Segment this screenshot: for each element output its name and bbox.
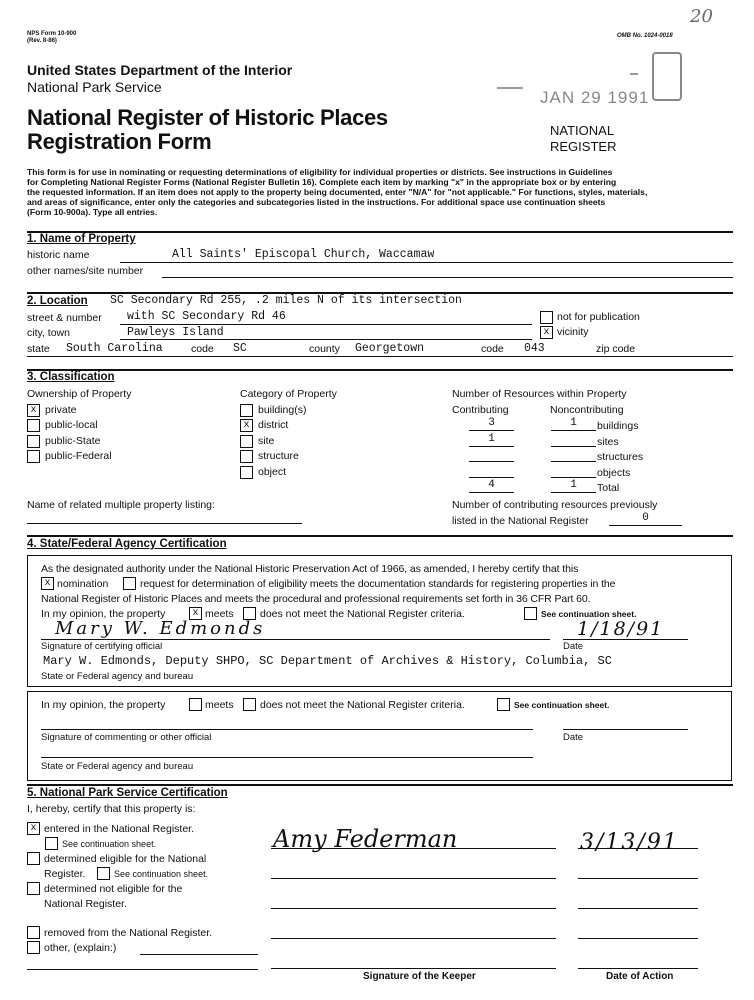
section-divider bbox=[27, 784, 733, 786]
underline bbox=[563, 639, 688, 640]
underline bbox=[41, 757, 533, 758]
ownership-public-local-label: public-local bbox=[45, 419, 98, 431]
location-value[interactable]: SC Secondary Rd 255, .2 miles N of its intersection bbox=[110, 294, 462, 307]
noncontributing-structures[interactable] bbox=[551, 448, 596, 462]
contributing-total[interactable]: 4 bbox=[469, 479, 514, 493]
cert-line2: request for determination of eligibility meets the documentation standards for registering properties in the bbox=[140, 578, 616, 590]
category-object-label: object bbox=[258, 466, 287, 478]
ownership-public-federal-checkbox[interactable] bbox=[27, 450, 40, 463]
stamp-mark bbox=[630, 73, 638, 75]
corner-handwritten-mark: 20 bbox=[690, 6, 713, 27]
underline bbox=[271, 908, 556, 909]
underline bbox=[41, 729, 533, 730]
vicinity-checkbox[interactable]: x bbox=[540, 326, 553, 339]
category-structure-label: structure bbox=[258, 450, 299, 462]
underline bbox=[27, 969, 258, 970]
entered-continuation-label: See continuation sheet. bbox=[62, 839, 157, 849]
other-label: other, (explain:) bbox=[44, 942, 117, 954]
noncontributing-objects[interactable] bbox=[551, 464, 596, 478]
keeper-signature: Amy Federman bbox=[273, 825, 458, 853]
previously-listed-label2: listed in the National Register bbox=[452, 515, 589, 527]
section1-title: 1. Name of Property bbox=[27, 233, 136, 245]
keeper-signature-label: Signature of the Keeper bbox=[363, 971, 476, 982]
form-title-line2: Registration Form bbox=[27, 129, 212, 154]
certifying-date: 1/18/91 bbox=[577, 618, 665, 640]
certifying-signature-label: Signature of certifying official bbox=[41, 641, 163, 652]
underline bbox=[578, 848, 698, 849]
ownership-public-state-label: public-State bbox=[45, 435, 101, 447]
ownership-public-local-checkbox[interactable] bbox=[27, 419, 40, 432]
eligible-continuation-checkbox[interactable] bbox=[97, 867, 110, 880]
category-buildings-label: building(s) bbox=[258, 404, 307, 416]
total-label: Total bbox=[597, 482, 620, 494]
see-continuation2-checkbox[interactable] bbox=[497, 698, 510, 711]
section4-title: 4. State/Federal Agency Certification bbox=[27, 538, 227, 550]
underline bbox=[563, 729, 688, 730]
noncontributing-total[interactable]: 1 bbox=[551, 479, 596, 493]
form-revision: (Rev. 8-86) bbox=[27, 38, 57, 44]
sites-label: sites bbox=[597, 436, 619, 448]
removed-checkbox[interactable] bbox=[27, 926, 40, 939]
other-explain-field[interactable] bbox=[140, 954, 258, 955]
agency-label: State or Federal agency and bureau bbox=[41, 671, 194, 682]
determined-eligible-checkbox[interactable] bbox=[27, 852, 40, 865]
department-name: United States Department of the Interior bbox=[27, 62, 293, 78]
instructions: This form is for use in nominating or requesting determinations of eligibility for individual properties or districts. See instructions in Guidelines for Completing National Register Forms (National Register Bulletin 16). Complete each item by marking "x" in the appropriate box or by entering the requested information. If an item does not apply to the property being documented, enter "N/A" for "not applicable." For functions, styles, materials, and areas of significance, enter only the categories and subcategories listed in the instructions. For additional space use continuation sheets (Form 10-900a). Type all entries. bbox=[27, 167, 648, 217]
omb-number: OMB No. 1024-0018 bbox=[617, 33, 673, 39]
previously-listed-label: Number of contributing resources previously bbox=[452, 499, 658, 511]
meets2-checkbox[interactable] bbox=[189, 698, 202, 711]
underline bbox=[120, 339, 532, 340]
nps-certify-intro: I, hereby, certify that this property is: bbox=[27, 803, 196, 815]
other-names-label: other names/site number bbox=[27, 265, 144, 277]
action-date-label: Date of Action bbox=[606, 971, 674, 982]
city-label: city, town bbox=[27, 327, 70, 339]
entered-checkbox[interactable]: x bbox=[27, 822, 40, 835]
underline bbox=[120, 262, 733, 263]
not-eligible-checkbox[interactable] bbox=[27, 882, 40, 895]
opinion2-label: In my opinion, the property bbox=[41, 699, 166, 711]
received-stamp-date: JAN 29 1991 bbox=[540, 88, 650, 107]
eligible-continuation-label: See continuation sheet. bbox=[114, 869, 209, 879]
ownership-private-label: private bbox=[45, 404, 77, 416]
does-not-meet2-checkbox[interactable] bbox=[243, 698, 256, 711]
contributing-sites[interactable]: 1 bbox=[469, 433, 514, 447]
see-continuation2-label: See continuation sheet. bbox=[514, 700, 610, 710]
meets-label: meets bbox=[205, 608, 234, 620]
commenting-date-label: Date bbox=[563, 732, 584, 743]
noncontributing-sites[interactable] bbox=[551, 433, 596, 447]
related-listing-field[interactable] bbox=[27, 523, 302, 524]
category-site-label: site bbox=[258, 435, 275, 447]
county-code-value[interactable]: 043 bbox=[524, 342, 545, 355]
nomination-checkbox[interactable]: x bbox=[41, 577, 54, 590]
certifying-official[interactable]: Mary W. Edmonds, Deputy SHPO, SC Department of Archives & History, Columbia, SC bbox=[43, 654, 612, 668]
category-object-checkbox[interactable] bbox=[240, 466, 253, 479]
category-structure-checkbox[interactable] bbox=[240, 450, 253, 463]
not-eligible-label: determined not eligible for the bbox=[44, 883, 183, 895]
nomination-label: nomination bbox=[57, 578, 109, 590]
previously-listed-value[interactable]: 0 bbox=[609, 512, 682, 526]
state-value[interactable]: South Carolina bbox=[66, 342, 163, 355]
ownership-header: Ownership of Property bbox=[27, 388, 132, 400]
state-code-value[interactable]: SC bbox=[233, 342, 247, 355]
section2-title: 2. Location bbox=[27, 295, 88, 307]
underline bbox=[271, 938, 556, 939]
state-code-label: code bbox=[191, 343, 214, 355]
ownership-public-state-checkbox[interactable] bbox=[27, 435, 40, 448]
city-value[interactable]: Pawleys Island bbox=[127, 326, 224, 339]
not-eligible-label2: National Register. bbox=[44, 898, 127, 910]
buildings-label: buildings bbox=[597, 420, 639, 432]
section3-title: 3. Classification bbox=[27, 371, 115, 383]
objects-label: objects bbox=[597, 467, 631, 479]
determined-eligible-label: determined eligible for the National bbox=[44, 853, 207, 865]
cert-line1: As the designated authority under the National Historic Preservation Act of 1966, as amended, I hereby certify that this bbox=[41, 563, 579, 575]
county-value[interactable]: Georgetown bbox=[355, 342, 425, 355]
action-date: 3/13/91 bbox=[580, 830, 679, 855]
not-for-publication-checkbox[interactable] bbox=[540, 311, 553, 324]
underline bbox=[578, 938, 698, 939]
stamp-mark bbox=[497, 87, 523, 89]
does-not-meet2-label: does not meet the National Register criteria. bbox=[260, 699, 465, 711]
underline bbox=[120, 324, 532, 325]
stamp-national: NATIONAL bbox=[550, 123, 615, 138]
underline bbox=[271, 968, 556, 969]
street-value[interactable]: with SC Secondary Rd 46 bbox=[127, 310, 286, 323]
category-district-checkbox[interactable]: x bbox=[240, 419, 253, 432]
commenting-signature-label: Signature of commenting or other official bbox=[41, 732, 212, 743]
service-name: National Park Service bbox=[27, 79, 162, 95]
county-label: county bbox=[309, 343, 340, 355]
county-code-label: code bbox=[481, 343, 504, 355]
section-divider bbox=[27, 535, 733, 537]
entered-continuation-checkbox[interactable] bbox=[45, 837, 58, 850]
underline bbox=[162, 277, 733, 278]
underline bbox=[578, 878, 698, 879]
category-district-label: district bbox=[258, 419, 289, 431]
underline bbox=[578, 908, 698, 909]
street-label: street & number bbox=[27, 312, 102, 324]
removed-label: removed from the National Register. bbox=[44, 927, 213, 939]
request-determination-checkbox[interactable] bbox=[123, 577, 136, 590]
other-checkbox[interactable] bbox=[27, 941, 40, 954]
form-number: NPS Form 10-900 bbox=[27, 31, 77, 37]
see-continuation-label: See continuation sheet. bbox=[541, 609, 637, 619]
contributing-objects[interactable] bbox=[469, 464, 514, 478]
ownership-public-federal-label: public-Federal bbox=[45, 450, 112, 462]
related-listing-label: Name of related multiple property listing: bbox=[27, 499, 215, 511]
certifying-signature: Mary W. Edmonds bbox=[55, 618, 266, 639]
meets2-label: meets bbox=[205, 699, 234, 711]
cert-line3: National Register of Historic Places and meets the procedural and professional requirements set forth in 36 CFR Part 60. bbox=[41, 593, 591, 605]
certifying-date-label: Date bbox=[563, 641, 584, 652]
contributing-buildings[interactable]: 3 bbox=[469, 417, 514, 431]
section5-title: 5. National Park Service Certification bbox=[27, 787, 228, 799]
historic-name-value[interactable]: All Saints' Episcopal Church, Waccamaw bbox=[172, 248, 435, 261]
does-not-meet-label: does not meet the National Register criteria. bbox=[260, 608, 465, 620]
stamp-box bbox=[652, 52, 682, 101]
category-header: Category of Property bbox=[240, 388, 337, 400]
section-divider bbox=[27, 369, 733, 371]
vicinity-label: vicinity bbox=[557, 326, 589, 338]
meets-checkbox[interactable]: x bbox=[189, 607, 202, 620]
underline bbox=[271, 848, 556, 849]
underline bbox=[27, 356, 733, 357]
category-buildings-checkbox[interactable] bbox=[240, 404, 253, 417]
opinion-label: In my opinion, the property bbox=[41, 608, 166, 620]
not-for-publication-label: not for publication bbox=[557, 311, 640, 323]
category-site-checkbox[interactable] bbox=[240, 435, 253, 448]
stamp-register: REGISTER bbox=[550, 139, 617, 154]
contributing-structures[interactable] bbox=[469, 448, 514, 462]
form-title-line1: National Register of Historic Places bbox=[27, 105, 388, 130]
zip-label: zip code bbox=[596, 343, 636, 355]
see-continuation-checkbox[interactable] bbox=[524, 607, 537, 620]
noncontributing-header: Noncontributing bbox=[550, 404, 624, 416]
entered-label: entered in the National Register. bbox=[44, 823, 195, 835]
state-label: state bbox=[27, 343, 50, 355]
underline bbox=[271, 878, 556, 879]
underline bbox=[578, 968, 698, 969]
contributing-header: Contributing bbox=[452, 404, 509, 416]
noncontributing-buildings[interactable]: 1 bbox=[551, 417, 596, 431]
underline bbox=[41, 639, 550, 640]
determined-eligible-label2: Register. bbox=[44, 868, 86, 880]
historic-name-label: historic name bbox=[27, 249, 90, 261]
ownership-private-checkbox[interactable]: x bbox=[27, 404, 40, 417]
structures-label: structures bbox=[597, 451, 644, 463]
agency2-label: State or Federal agency and bureau bbox=[41, 761, 194, 772]
resources-header: Number of Resources within Property bbox=[452, 388, 627, 400]
